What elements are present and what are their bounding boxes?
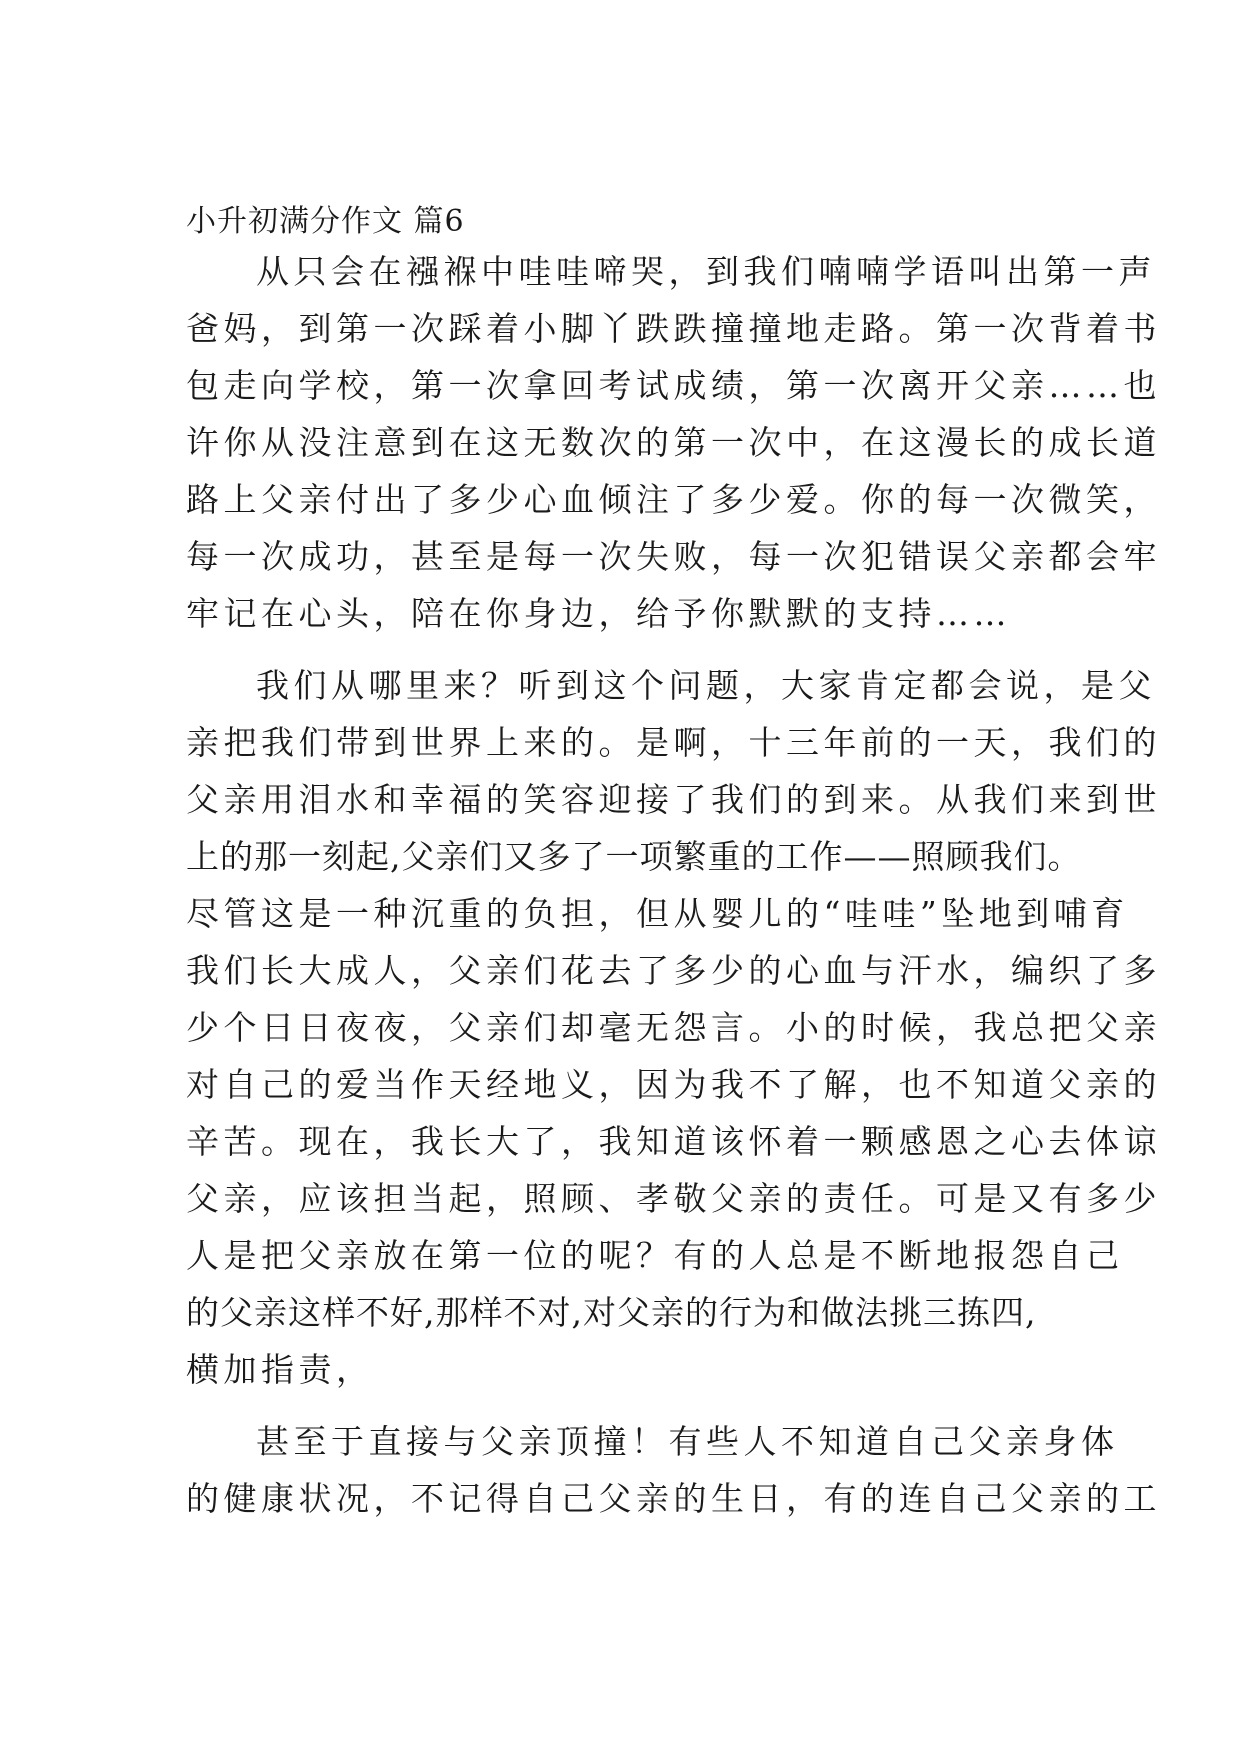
paragraph-2-line-1: 我们从哪里来？听到这个问题，大家肯定都会说，是父 xyxy=(256,666,1156,705)
paragraph-1-line-6: 每一次成功，甚至是每一次失败，每一次犯错误父亲都会牢 xyxy=(186,537,1161,576)
paragraph-2-line-12: 的父亲这样不好,那样不对,对父亲的行为和做法挑三拣四, xyxy=(186,1293,1037,1332)
paragraph-2-line-4: 上的那一刻起,父亲们又多了一项繁重的工作——照顾我们。 xyxy=(186,837,1082,876)
paragraph-2-line-13: 横加指责， xyxy=(186,1350,374,1389)
paragraph-2-line-6: 我们长大成人，父亲们花去了多少的心血与汗水，编织了多 xyxy=(186,951,1161,990)
paragraph-2-line-10: 父亲，应该担当起，照顾、孝敬父亲的责任。可是又有多少 xyxy=(186,1179,1161,1218)
paragraph-2-line-9: 辛苦。现在，我长大了，我知道该怀着一颗感恩之心去体谅 xyxy=(186,1122,1161,1161)
paragraph-3-line-2: 的健康状况，不记得自己父亲的生日，有的连自己父亲的工 xyxy=(186,1479,1161,1518)
paragraph-1-line-7: 牢记在心头，陪在你身边，给予你默默的支持…… xyxy=(186,594,1011,633)
paragraph-3-line-1: 甚至于直接与父亲顶撞！有些人不知道自己父亲身体 xyxy=(256,1422,1119,1461)
paragraph-1-line-3: 包走向学校，第一次拿回考试成绩，第一次离开父亲……也 xyxy=(186,366,1161,405)
paragraph-2-line-8: 对自己的爱当作天经地义，因为我不了解，也不知道父亲的 xyxy=(186,1065,1161,1104)
paragraph-2-line-7: 少个日日夜夜，父亲们却毫无怨言。小的时候，我总把父亲 xyxy=(186,1008,1161,1047)
paragraph-1-line-4: 许你从没注意到在这无数次的第一次中，在这漫长的成长道 xyxy=(186,423,1161,462)
paragraph-1-line-2: 爸妈，到第一次踩着小脚丫跌跌撞撞地走路。第一次背着书 xyxy=(186,309,1161,348)
paragraph-1-line-1: 从只会在襁褓中哇哇啼哭，到我们喃喃学语叫出第一声 xyxy=(256,252,1156,291)
document-title: 小升初满分作文 篇6 xyxy=(186,204,465,239)
paragraph-2-line-3: 父亲用泪水和幸福的笑容迎接了我们的到来。从我们来到世 xyxy=(186,780,1161,819)
paragraph-1-line-5: 路上父亲付出了多少心血倾注了多少爱。你的每一次微笑， xyxy=(186,480,1161,519)
paragraph-2-line-11: 人是把父亲放在第一位的呢？有的人总是不断地报怨自己 xyxy=(186,1236,1124,1275)
paragraph-2-line-5: 尽管这是一种沉重的负担，但从婴儿的“哇哇”坠地到哺育 xyxy=(186,894,1129,933)
paragraph-2-line-2: 亲把我们带到世界上来的。是啊，十三年前的一天，我们的 xyxy=(186,723,1161,762)
